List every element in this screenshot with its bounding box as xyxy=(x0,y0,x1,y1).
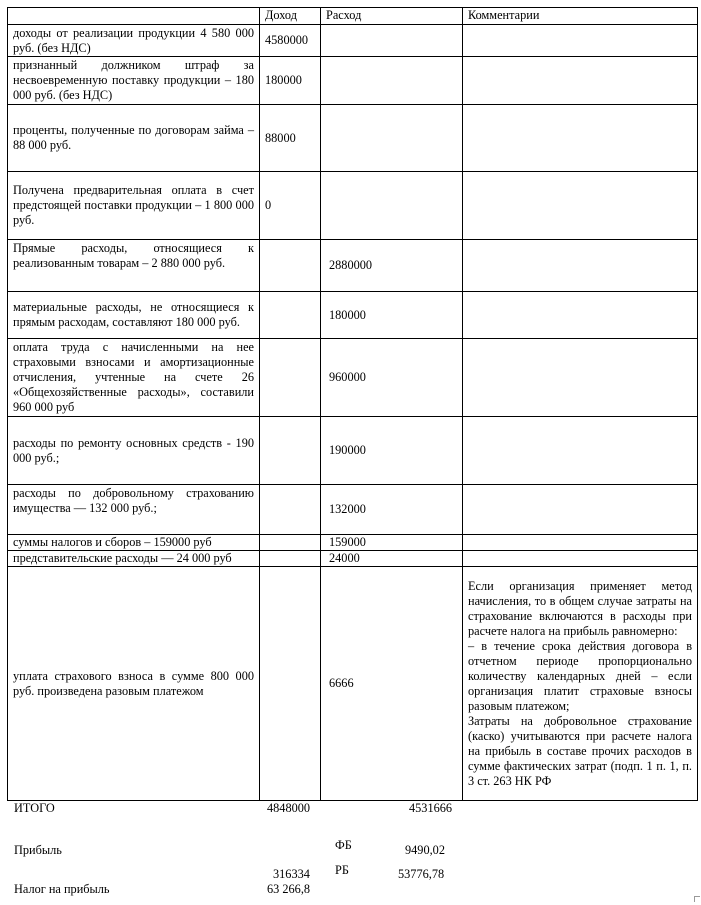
table-header-row xyxy=(8,8,698,25)
row-comment: Если организация применяет метод начисления, то в общем случае затраты на страхование включаются в расходы при расчете налога на прибыль равномерно: – в течение срока действия договора в отчетном периоде пропорционально количеству календарных дней – если организация платит страховые взносы разовым платежом; Затраты на добровольное страхование (каско) учитываются при расчете налога на прибыль в составе прочих расходов в сумме фактических затрат (подп. 1 п. 1, п. 3 ст. 263 НК РФ xyxy=(463,567,698,801)
header-income: Доход xyxy=(260,8,321,25)
table-row xyxy=(8,172,698,240)
page-corner-mark xyxy=(694,896,700,902)
profit-value: 316334 xyxy=(273,867,310,881)
row-income xyxy=(260,417,321,485)
row-expense xyxy=(321,25,463,57)
row-income xyxy=(260,339,321,417)
profit-label: Прибыль xyxy=(14,843,62,857)
row-description: Прямые расходы, относящиеся к реализованным товарам – 2 880 000 руб. xyxy=(8,240,260,292)
row-comment xyxy=(463,535,698,551)
row-description: материальные расходы, не относящиеся к прямым расходам, составляют 180 000 руб. xyxy=(8,292,260,339)
table-row xyxy=(8,240,698,292)
row-expense: 24000 xyxy=(321,551,463,567)
row-description: представительские расходы — 24 000 руб xyxy=(8,551,260,567)
table-row xyxy=(8,535,698,551)
header-blank-cell xyxy=(8,8,260,25)
row-income xyxy=(260,567,321,801)
table-row xyxy=(8,567,698,801)
row-comment xyxy=(463,417,698,485)
row-comment xyxy=(463,57,698,105)
table-row xyxy=(8,551,698,567)
row-description: признанный должником штраф за несвоевременную поставку продукции – 180 000 руб. (без НДС) xyxy=(8,57,260,105)
row-expense: 960000 xyxy=(321,339,463,417)
row-description: доходы от реализации продукции 4 580 000 руб. (без НДС) xyxy=(8,25,260,57)
row-income xyxy=(260,240,321,292)
row-expense: 180000 xyxy=(321,292,463,339)
row-income: 180000 xyxy=(260,57,321,105)
row-expense: 190000 xyxy=(321,417,463,485)
header-comments: Комментарии xyxy=(463,8,698,25)
row-expense xyxy=(321,172,463,240)
totals-income: 4848000 xyxy=(267,801,311,815)
tax-value: 63 266,8 xyxy=(267,882,311,896)
header-expense: Расход xyxy=(321,8,463,25)
row-expense: 2880000 xyxy=(321,240,463,292)
row-comment xyxy=(463,172,698,240)
row-income xyxy=(260,551,321,567)
row-description: оплата труда с начисленными на нее страховыми взносами и амортизационные отчисления, учтенные на счете 26 «Общехозяйственные расходы», составили 960 000 руб xyxy=(8,339,260,417)
row-description: проценты, полученные по договорам займа – 88 000 руб. xyxy=(8,105,260,172)
row-expense: 6666 xyxy=(321,567,463,801)
row-description: расходы по добровольному страхованию имущества — 132 000 руб.; xyxy=(8,485,260,535)
row-comment xyxy=(463,25,698,57)
ledger-table xyxy=(7,7,698,801)
rb-value: 53776,78 xyxy=(398,867,445,881)
table-row xyxy=(8,417,698,485)
fb-value: 9490,02 xyxy=(405,843,445,857)
totals-expense: 4531666 xyxy=(409,801,453,815)
table-row xyxy=(8,339,698,417)
row-expense: 132000 xyxy=(321,485,463,535)
row-comment xyxy=(463,240,698,292)
row-income xyxy=(260,485,321,535)
fb-label: ФБ xyxy=(335,838,352,852)
table-row xyxy=(8,105,698,172)
row-comment xyxy=(463,551,698,567)
row-comment xyxy=(463,292,698,339)
totals-label: ИТОГО xyxy=(14,801,55,815)
tax-label: Налог на прибыль xyxy=(14,882,110,896)
table-row xyxy=(8,292,698,339)
row-description: Получена предварительная оплата в счет предстоящей поставки продукции – 1 800 000 руб. xyxy=(8,172,260,240)
row-expense: 159000 xyxy=(321,535,463,551)
row-description: суммы налогов и сборов – 159000 руб xyxy=(8,535,260,551)
row-comment xyxy=(463,485,698,535)
row-description: расходы по ремонту основных средств - 190 000 руб.; xyxy=(8,417,260,485)
table-row xyxy=(8,25,698,57)
row-comment xyxy=(463,339,698,417)
rb-label: РБ xyxy=(335,863,349,877)
row-income: 0 xyxy=(260,172,321,240)
row-expense xyxy=(321,57,463,105)
table-row xyxy=(8,57,698,105)
row-income: 4580000 xyxy=(260,25,321,57)
row-income xyxy=(260,292,321,339)
table-row xyxy=(8,485,698,535)
row-income: 88000 xyxy=(260,105,321,172)
row-comment xyxy=(463,105,698,172)
row-description: уплата страхового взноса в сумме 800 000 руб. произведена разовым платежом xyxy=(8,567,260,801)
row-income xyxy=(260,535,321,551)
row-expense xyxy=(321,105,463,172)
